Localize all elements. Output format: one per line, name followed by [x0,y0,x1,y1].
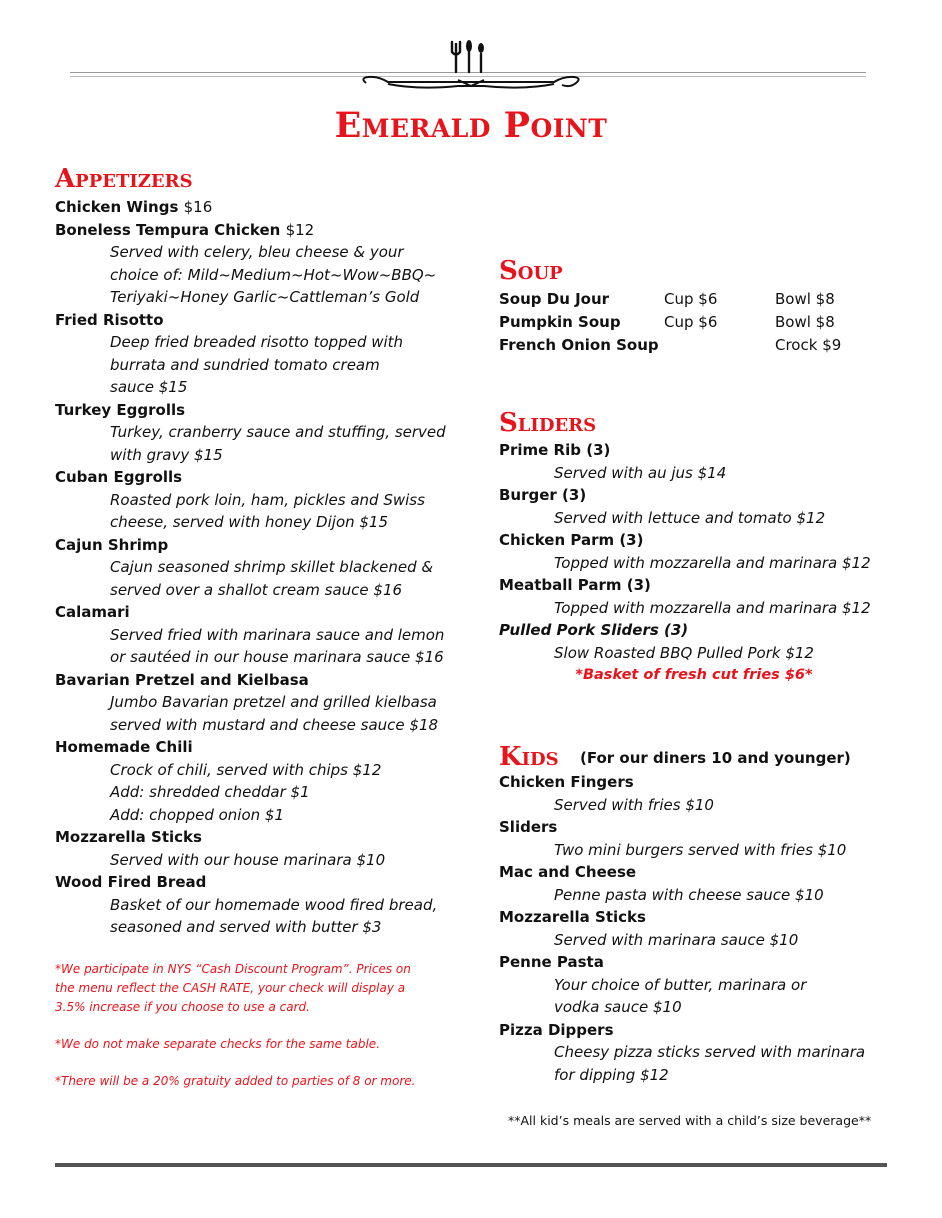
item-name-text: Cajun Shrimp [55,535,169,554]
menu-item [499,484,899,529]
item-description-line: Roasted pork loin, ham, pickles and Swiss [110,490,425,509]
soup-name: French Onion Soup [499,336,659,354]
menu-item-name [55,534,455,557]
item-name-text: Bavarian Pretzel and Kielbasa [55,670,309,689]
soup-name: Pumpkin Soup [499,313,621,331]
menu-item-name [55,826,455,849]
item-price: $16 [183,198,213,216]
policy-notes [55,960,415,1109]
item-name-text: Chicken Wings [55,198,179,216]
item-description-line: with gravy $15 [110,445,223,464]
cutlery-icon [446,38,492,76]
menu-item-name: Chicken Parm (3) [499,531,644,549]
menu-item-name [55,871,455,894]
menu-item-name: Mac and Cheese [499,863,637,881]
menu-item [55,219,455,309]
item-description-line: Add: chopped onion $1 [110,805,285,824]
item-name-text: Mozzarella Sticks [55,828,202,846]
soup-row [499,288,879,311]
item-description-line: Teriyaki~Honey Garlic~Cattleman’s Gold [110,288,420,306]
menu-item [499,861,899,906]
soup-row [499,334,879,357]
item-description-line: Served with celery, bleu cheese & your [110,243,404,261]
item-description-line: Basket of our homemade wood fired bread, [110,895,438,914]
item-description-line: Penne pasta with cheese sauce $10 [554,885,824,904]
sliders-list [499,439,899,664]
policy-note [55,960,415,1017]
soup-name: Soup Du Jour [499,290,610,308]
item-description-line: Jumbo Bavarian pretzel and grilled kielbasa [110,693,437,711]
item-description-line: Deep fried breaded risotto topped with [110,333,404,351]
menu-item [55,399,455,467]
item-description-line: cheese, served with honey Dijon $15 [110,513,389,531]
menu-item-name: Penne Pasta [499,953,604,971]
item-name-text: Calamari [55,603,130,621]
item-description-line: Served with fries $10 [554,795,714,814]
item-description-line: sauce $15 [110,378,188,396]
menu-item [499,816,899,861]
item-description-line: choice of: Mild~Medium~Hot~Wow~BBQ~ [110,265,437,284]
item-description-line: Your choice of butter, marinara or [554,975,807,994]
item-price: $12 [285,220,315,239]
appetizers-list [55,196,455,939]
kids-subheading: (For our diners 10 and younger) [580,749,851,767]
soup-row [499,311,879,334]
menu-item-name: Mozzarella Sticks [499,908,646,926]
menu-item [55,309,455,399]
menu-item-name [55,669,455,692]
menu-item-name: Sliders [499,818,558,836]
menu-item [499,529,899,574]
scroll-flourish-icon [358,74,584,92]
restaurant-title: Emerald Point [334,105,608,146]
menu-item-name [55,466,455,489]
item-description-line: Crock of chili, served with chips $12 [110,760,382,779]
soup-cup-price: Cup $6 [664,290,718,308]
item-description-line: Served with our house marinara $10 [110,850,386,869]
policy-note-line: *We do not make separate checks for the same table. [55,1037,381,1051]
kids-list [499,771,899,1086]
item-name-text: Cuban Eggrolls [55,468,183,486]
menu-item [55,534,455,602]
item-name-text: Boneless Tempura Chicken [55,220,281,239]
menu-item [55,736,455,826]
policy-note [55,1035,415,1054]
menu-item-name: Prime Rib (3) [499,441,611,459]
item-description-line: Topped with mozzarella and marinara $12 [554,553,871,572]
item-description-line: Slow Roasted BBQ Pulled Pork $12 [554,643,814,662]
menu-item-name: Burger (3) [499,486,587,504]
menu-item-name [55,601,455,624]
menu-item-name: Pulled Pork Sliders (3) [499,621,689,639]
item-description-line: seasoned and served with butter $3 [110,918,382,936]
kids-heading: Kids [499,742,559,772]
item-description-line: served over a shallot cream sauce $16 [110,580,403,599]
item-name-text: Homemade Chili [55,738,193,756]
menu-item [55,196,455,219]
item-name-text: Turkey Eggrolls [55,400,186,419]
policy-note-line: 3.5% increase if you choose to use a card. [55,1000,310,1014]
item-description-line: Topped with mozzarella and marinara $12 [554,598,871,617]
item-description-line: vodka sauce $10 [554,998,682,1016]
soup-bowl-price: Crock $9 [775,336,842,354]
menu-item-name [55,736,455,759]
menu-item [499,771,899,816]
item-description-line: Served with lettuce and tomato $12 [554,508,826,527]
policy-note-line: *There will be a 20% gratuity added to parties of 8 or more. [55,1074,416,1088]
soup-bowl-price: Bowl $8 [775,313,835,331]
menu-item [55,466,455,534]
menu-item [499,1019,899,1087]
menu-item-name [55,196,455,219]
item-description-line: for dipping $12 [554,1065,669,1084]
item-description-line: Cheesy pizza sticks served with marinara [554,1043,866,1061]
footer-rule [55,1163,887,1167]
item-description-line: served with mustard and cheese sauce $18 [110,715,439,734]
sliders-heading: Sliders [499,408,597,438]
menu-item [499,951,899,1019]
soup-list [499,288,879,357]
soup-cup-price: Cup $6 [664,313,718,331]
item-description-line: Served fried with marinara sauce and lemon [110,625,445,644]
item-description-line: Served with au jus $14 [554,463,727,482]
menu-item-name [55,219,455,242]
menu-item-name [55,309,455,332]
menu-item [499,439,899,484]
soup-heading: Soup [499,256,563,286]
item-description-line: Two mini burgers served with fries $10 [554,840,847,859]
menu-item [55,826,455,871]
fries-note: *Basket of fresh cut fries $6* [575,667,813,683]
policy-note-line: the menu reflect the CASH RATE, your check will display a [55,981,406,995]
kids-footnote: **All kid’s meals are served with a child’s size beverage** [508,1113,872,1128]
item-description-line: or sautéed in our house marinara sauce $16 [110,648,444,666]
item-name-text: Wood Fired Bread [55,873,207,891]
appetizers-heading: Appetizers [55,164,193,194]
menu-item [499,906,899,951]
menu-item-name: Chicken Fingers [499,773,634,791]
item-description-line: Turkey, cranberry sauce and stuffing, served [110,423,446,441]
policy-note-line: *We participate in NYS “Cash Discount Program”. Prices on [55,962,411,976]
item-description-line: burrata and sundried tomato cream [110,355,380,374]
menu-item [499,574,899,619]
menu-item [55,669,455,737]
menu-item-name [55,399,455,422]
menu-item [499,619,899,664]
item-description-line: Cajun seasoned shrimp skillet blackened & [110,558,434,576]
menu-item-name: Pizza Dippers [499,1020,614,1039]
menu-item [55,871,455,939]
item-name-text: Fried Risotto [55,310,164,329]
policy-note [55,1072,415,1091]
menu-item-name: Meatball Parm (3) [499,576,651,594]
item-description-line: Served with marinara sauce $10 [554,930,799,949]
menu-item [55,601,455,669]
item-description-line: Add: shredded cheddar $1 [110,783,310,801]
soup-bowl-price: Bowl $8 [775,290,835,308]
